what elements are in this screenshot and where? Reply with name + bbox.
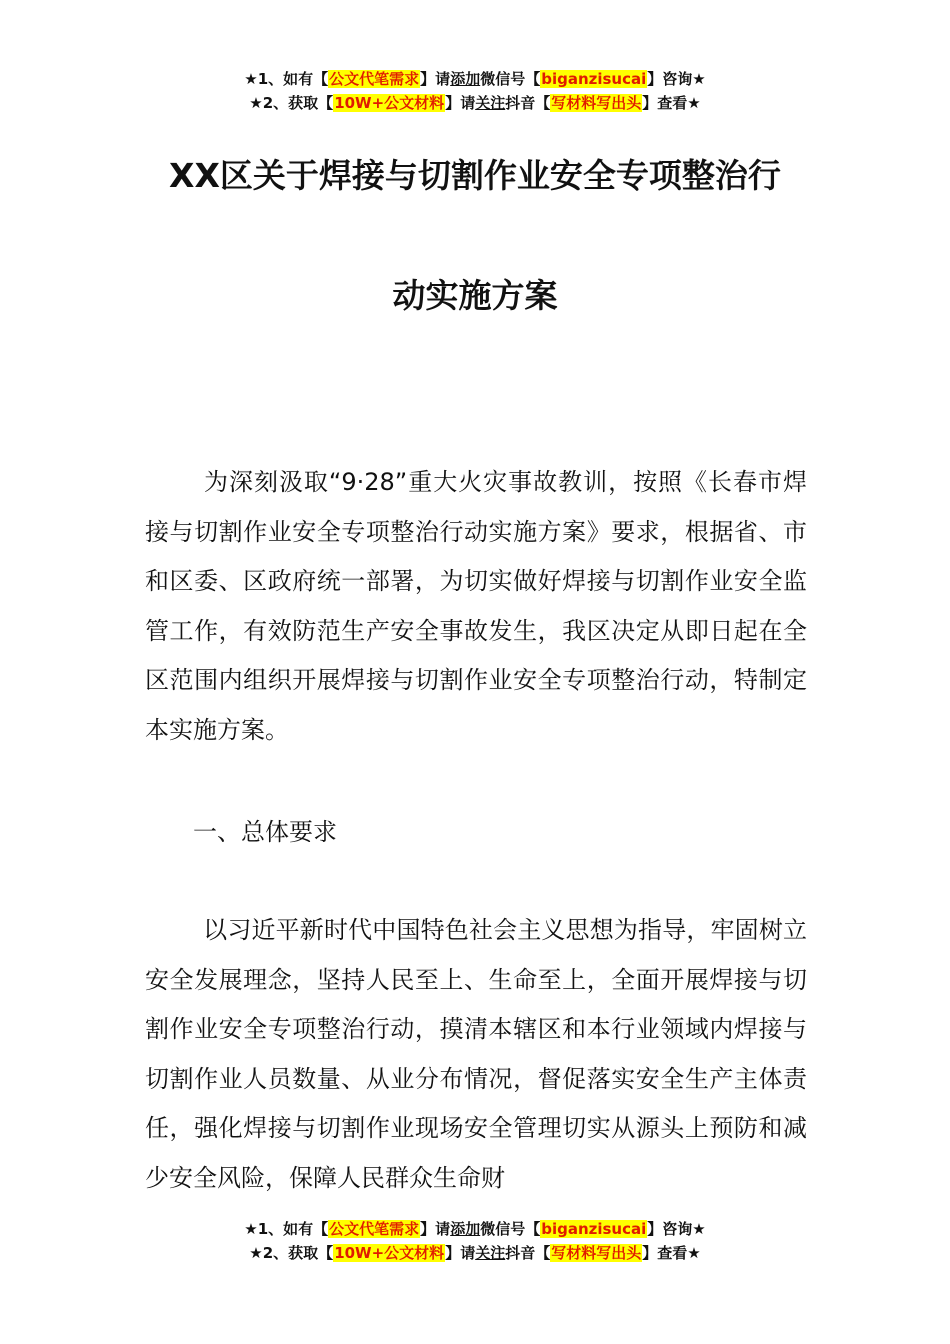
banner-text: 】请 [445, 1244, 476, 1262]
body-paragraph [145, 906, 807, 1203]
banner-line-2 [0, 1241, 950, 1265]
intro-paragraph-text: 为深刻汲取“9·28”重大火灾事故教训，按照《长春市焊接与切割作业安全专项整治行动实施方案》要求，根据省、市和区委、区政府统一部署，为切实做好焊接与切割作业安全监管工作，有效防范生产安全事故发生，我区决定从即日起在全区范围内组织开展焊接与切割作业安全专项整治行动，特制定本实施方案。 [145, 468, 807, 744]
wechat-id: biganzisucai [541, 1220, 647, 1238]
banner-text: 抖音【 [505, 94, 551, 112]
underlined-text: 添加 [450, 1220, 481, 1238]
banner-text: 】请 [420, 70, 451, 88]
banner-text: 】查看★ [642, 1244, 701, 1262]
section-heading: 一、总体要求 [193, 818, 337, 846]
highlight-text: 公文代笔需求 [329, 70, 420, 88]
header-banner [0, 67, 950, 115]
underlined-text: 关注 [475, 1244, 506, 1262]
wechat-id: biganzisucai [541, 70, 647, 88]
douyin-id: 写材料写出头 [551, 1244, 642, 1262]
banner-text: 】查看★ [642, 94, 701, 112]
banner-text: 抖音【 [505, 1244, 551, 1262]
douyin-id: 写材料写出头 [551, 94, 642, 112]
banner-text: 】咨询★ [647, 1220, 706, 1238]
intro-paragraph [145, 458, 807, 755]
underlined-text: 关注 [475, 94, 506, 112]
underlined-text: 添加 [450, 70, 481, 88]
banner-text: 微信号【 [480, 1220, 541, 1238]
banner-text: ★2、获取【 [249, 94, 334, 112]
banner-text: ★1、如有【 [244, 70, 329, 88]
banner-text: ★1、如有【 [244, 1220, 329, 1238]
banner-text: ★2、获取【 [249, 1244, 334, 1262]
footer-banner [0, 1217, 950, 1265]
banner-text: 】请 [445, 94, 476, 112]
banner-line-1 [0, 67, 950, 91]
banner-text: 微信号【 [480, 70, 541, 88]
body-paragraph-text: 以习近平新时代中国特色社会主义思想为指导，牢固树立安全发展理念，坚持人民至上、生命至上，全面开展焊接与切割作业安全专项整治行动，摸清本辖区和本行业领域内焊接与切割作业人员数量、从业分布情况，督促落实安全生产主体责任，强化焊接与切割作业现场安全管理切实从源头上预防和减少安全风险，保障人民群众生命财 [145, 916, 807, 1192]
highlight-text: 公文代笔需求 [329, 1220, 420, 1238]
highlight-text: 10W+公文材料 [334, 94, 445, 112]
banner-line-2 [0, 91, 950, 115]
banner-line-1 [0, 1217, 950, 1241]
banner-text: 】请 [420, 1220, 451, 1238]
document-title-line-1: XX区关于焊接与切割作业安全专项整治行 [169, 156, 781, 195]
highlight-text: 10W+公文材料 [334, 1244, 445, 1262]
document-title-line-2: 动实施方案 [392, 276, 558, 315]
banner-text: 】咨询★ [647, 70, 706, 88]
